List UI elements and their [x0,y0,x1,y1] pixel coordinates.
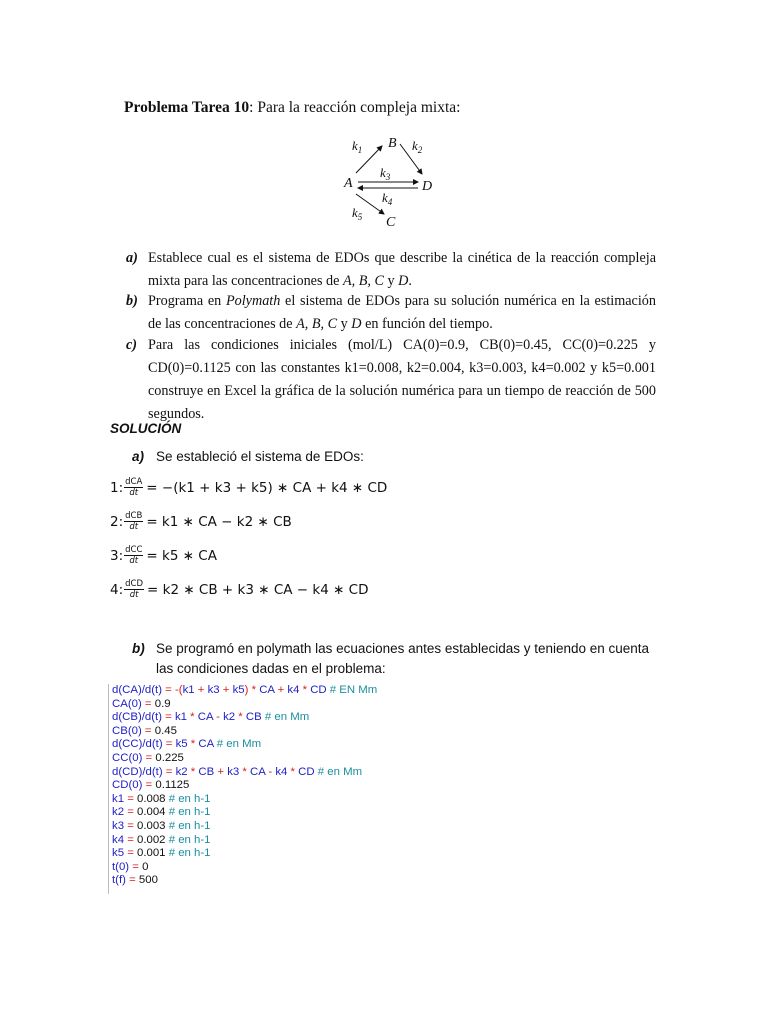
equation-index: 1: [110,479,124,496]
code-token: 500 [138,874,158,887]
equation-rhs: = k2 ∗ CB + k3 ∗ CA − k4 ∗ CD [147,581,369,598]
code-line [112,766,512,780]
rate-constant-k1 [352,138,362,155]
code-line [112,738,512,752]
arrow-a-to-c [356,194,384,214]
derivative-fraction: $\frac{\text{dCA}}{dt}$ [125,477,143,498]
question-a-text: Establece cual es el sistema de EDOs que describe la cinética de la reacción compleja mixta para las concentraciones de A, B, C y D. [148,250,656,289]
equation-1 [110,477,387,498]
code-token: CD [298,765,315,778]
code-line [112,725,512,739]
code-token: # en h-1 [165,819,211,832]
code-token: = [141,724,155,737]
code-token: k5 [232,684,245,696]
code-token: = [142,751,156,764]
question-c-label: c) [126,337,138,353]
code-token: = [124,847,138,860]
species-a: A [344,176,353,191]
equation-rhs: = k1 ∗ CA − k2 ∗ CB [146,513,292,530]
equation-rhs: = −(k1 + k3 + k5) ∗ CA + k4 ∗ CD [146,479,388,496]
code-token: - [265,765,276,778]
rate-constant-k3 [380,165,391,182]
code-token: = [125,874,139,887]
code-token: 0 [142,860,149,873]
code-token: k1 [174,711,188,724]
code-token: + [214,765,228,778]
code-token: = [129,860,143,873]
code-token: CA [259,684,275,696]
code-token: k3 [207,684,220,696]
code-token: 0.9 [154,697,171,710]
code-token: CA [198,738,214,751]
code-token: CB [245,711,262,724]
code-token: - [212,711,224,724]
code-token: = -( [162,684,183,696]
code-token: k5 [112,847,125,860]
code-token: k4 [112,833,125,846]
code-token: d(CB)/d(t) [112,711,162,724]
derivative-fraction: $\frac{\text{dCC}}{dt}$ [125,545,143,566]
code-line [112,779,512,793]
code-token: k2 [112,806,125,819]
svg-text:k3: $k_3$ [380,165,391,182]
code-token: = [124,819,138,832]
svg-text:k4: $k_4$ [382,190,393,207]
code-token: k3 [227,765,240,778]
code-token: k4 [287,684,300,696]
code-token: * [239,765,251,778]
code-token: k5 [175,738,188,751]
code-line [112,711,512,725]
code-token: CB [198,765,215,778]
code-token: d(CA)/d(t) [112,684,162,696]
rate-constant-k2 [412,138,423,155]
code-line [112,834,512,848]
code-token: 0.1125 [155,779,190,792]
code-token: # en h-1 [165,833,211,846]
code-token: # EN Mm [326,684,378,696]
code-token: # en h-1 [165,847,211,860]
question-a-label: a) [126,250,138,266]
code-token: k4 [275,765,288,778]
derivative-fraction: $\frac{\text{dCB}}{dt}$ [125,511,143,532]
solution-part-a [132,447,652,467]
question-c-text: Para las condiciones iniciales (mol/L) CA(0)=0.9, CB(0)=0.45, CC(0)=0.225 y CD(0)=0.1125 con las constantes k1=0.008, k2=0.004, k3=0.003, k4=0.002 y k5=0.001 construye en Excel la gráfica de la solución numérica para un tiempo de reacción de 500 segundos. [148,337,656,422]
reaction-scheme-svg [330,130,450,235]
code-token: CC(0) [112,751,143,764]
equation-index: 4: [110,581,124,598]
code-token: = [141,697,155,710]
code-token: = [124,806,138,819]
equation-4 [110,579,369,600]
code-line [112,861,512,875]
equation-index: 3: [110,547,124,564]
code-token: # en Mm [213,738,262,751]
code-token: 0.008 [137,792,166,805]
code-token: # en h-1 [165,806,211,819]
code-token: k1 [182,684,195,696]
svg-text:k5: $k_5$ [352,205,363,222]
code-token: 0.003 [137,819,166,832]
code-token: = [142,779,156,792]
code-token: d(CC)/d(t) [112,738,163,751]
solution-part-b-text: Se programó en polymath las ecuaciones antes establecidas y teniendo en cuenta las condiciones dadas en el problema: [156,641,650,676]
code-token: CB(0) [112,724,142,737]
code-token: + [219,684,233,696]
question-b-text: Programa en Polymath el sistema de EDOs para su solución numérica en la estimación de las concentraciones de A, B, C y D en función del tiempo. [148,293,656,332]
code-token: = [124,833,138,846]
code-token: 0.001 [137,847,166,860]
problem-title-rest: : Para la reacción compleja mixta: [249,99,461,116]
equation-rhs: = k5 ∗ CA [146,547,217,564]
svg-text:k2: $k_2$ [412,138,423,155]
species-d: D [422,179,433,194]
polymath-code-block [108,684,512,894]
species-c: C [386,215,396,230]
code-token: = [162,711,175,724]
problem-title-bold: Problema Tarea 10 [124,99,250,116]
code-token: CA(0) [112,697,142,710]
code-token: 0.002 [137,833,166,846]
code-token: = [162,738,176,751]
code-token: 0.225 [155,751,184,764]
code-token: * [187,765,199,778]
code-token: + [274,684,288,696]
code-token: 0.45 [154,724,177,737]
code-token: # en Mm [314,765,363,778]
code-token: # en h-1 [165,792,211,805]
derivative-fraction: $\frac{\text{dCD}}{dt}$ [125,579,144,600]
code-token: # en Mm [261,711,310,724]
species-b: B [388,136,397,151]
code-token: CA [250,765,266,778]
code-token: k2 [223,711,236,724]
code-token: * [287,765,299,778]
code-token: 0.004 [137,806,166,819]
question-b-label: b) [126,293,138,309]
code-line [112,820,512,834]
code-token: k2 [175,765,188,778]
solution-part-b [132,639,652,679]
code-line [112,874,512,888]
code-line [112,698,512,712]
svg-text:k1: $k_1$ [352,138,363,155]
code-line [112,752,512,766]
code-token: d(CD)/d(t) [112,765,163,778]
code-token: t(f) [112,874,126,887]
equation-3 [110,545,217,566]
solution-title: SOLUCIÓN [110,421,182,436]
code-token: + [194,684,208,696]
rate-constant-k5 [352,205,363,222]
question-a [126,247,656,293]
rate-constant-k4 [382,190,393,207]
code-line [112,793,512,807]
code-line [112,684,512,698]
code-token: CD [310,684,327,696]
code-line [112,847,512,861]
reaction-scheme [330,130,450,235]
code-token: k1 [112,792,125,805]
code-token: ) * [244,684,260,696]
question-c [126,334,656,426]
code-token: * [187,711,198,724]
code-token: * [235,711,246,724]
problem-title [124,99,460,117]
equation-2 [110,511,292,532]
solution-part-b-label: b) [132,641,145,656]
code-token: k3 [112,819,125,832]
code-line [112,806,512,820]
code-token: = [162,765,176,778]
question-b [126,290,656,336]
code-token: CD(0) [112,779,143,792]
code-token: CA [197,711,213,724]
solution-part-a-text: Se estableció el sistema de EDOs: [156,449,364,464]
code-token: * [187,738,199,751]
code-token: = [124,792,138,805]
equation-index: 2: [110,513,124,530]
solution-part-a-label: a) [132,449,145,464]
code-token: * [299,684,311,696]
code-token: t(0) [112,860,130,873]
